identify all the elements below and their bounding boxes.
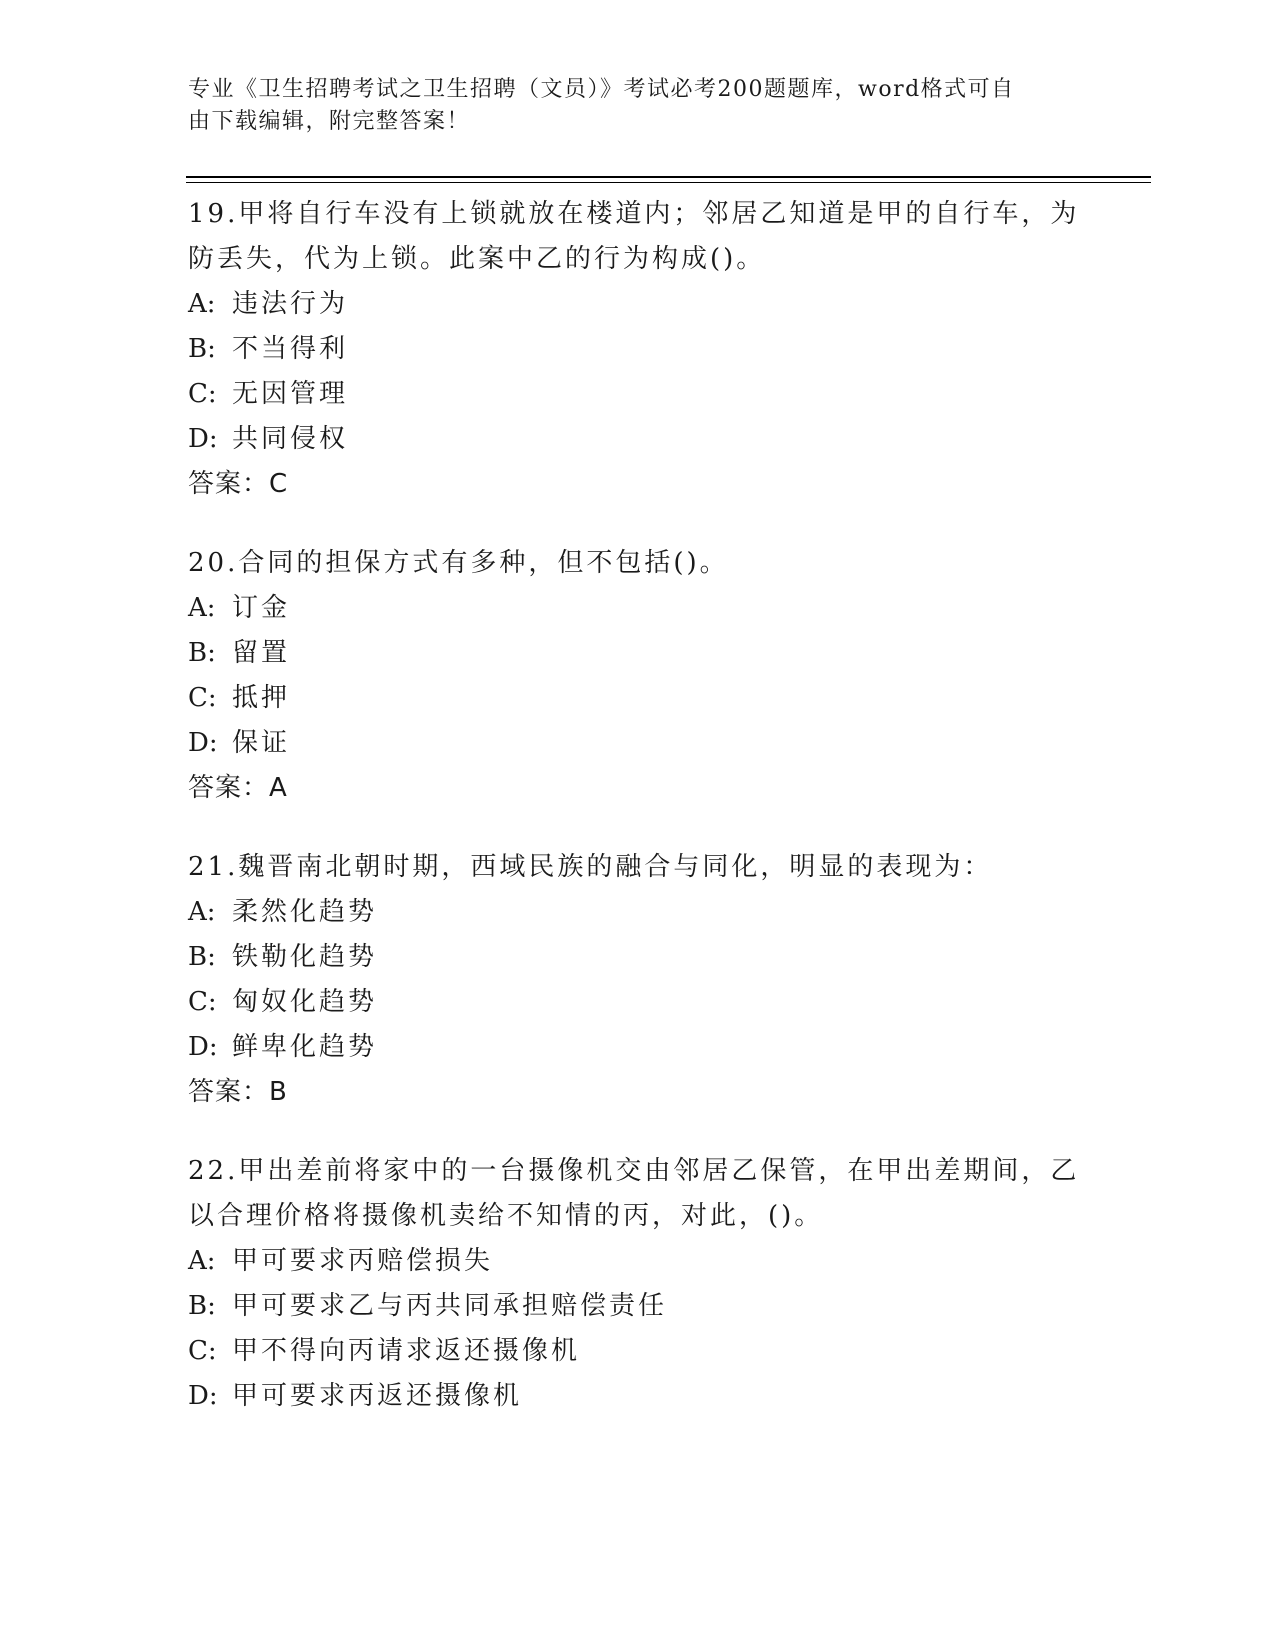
document-header	[188, 74, 1088, 138]
answer-line: 答案：C	[188, 469, 289, 499]
question-22	[188, 1149, 1088, 1419]
option-letter: D:	[188, 728, 218, 758]
option-text: 柔然化趋势	[232, 897, 378, 927]
option-text: 甲可要求乙与丙共同承担赔偿责任	[232, 1291, 668, 1321]
question-stem	[188, 541, 1088, 586]
option-a	[188, 282, 1088, 327]
header-divider-thin	[186, 182, 1151, 183]
option-c	[188, 1329, 1088, 1374]
option-letter: A:	[188, 897, 216, 927]
option-text: 甲可要求丙返还摄像机	[232, 1381, 523, 1411]
option-b	[188, 1284, 1088, 1329]
option-d	[188, 417, 1088, 462]
answer-line: 答案：B	[188, 1077, 288, 1107]
question-20	[188, 541, 1088, 811]
option-b	[188, 327, 1088, 372]
option-a	[188, 586, 1088, 631]
option-c	[188, 372, 1088, 417]
question-21	[188, 845, 1088, 1115]
option-d	[188, 1374, 1088, 1419]
stem-line: 19.甲将自行车没有上锁就放在楼道内；邻居乙知道是甲的自行车，为	[188, 199, 1080, 229]
answer-line: 答案：A	[188, 773, 288, 803]
option-letter: C:	[188, 683, 217, 713]
option-text: 不当得利	[232, 334, 349, 364]
option-letter: B:	[188, 334, 216, 364]
option-text: 鲜卑化趋势	[232, 1032, 378, 1062]
header-divider-thick	[186, 176, 1151, 178]
option-letter: D:	[188, 1032, 218, 1062]
option-letter: B:	[188, 638, 216, 668]
option-b	[188, 935, 1088, 980]
option-letter: C:	[188, 1336, 217, 1366]
question-stem	[188, 845, 1088, 890]
option-text: 抵押	[232, 683, 291, 713]
option-text: 订金	[232, 593, 291, 623]
option-text: 甲可要求丙赔偿损失	[232, 1246, 494, 1276]
option-letter: A:	[188, 1246, 216, 1276]
option-text: 匈奴化趋势	[232, 987, 378, 1017]
question-19	[188, 192, 1088, 507]
option-letter: B:	[188, 942, 216, 972]
option-text: 违法行为	[232, 289, 349, 319]
option-c	[188, 676, 1088, 721]
stem-line: 防丢失，代为上锁。此案中乙的行为构成()。	[188, 244, 766, 274]
question-stem	[188, 1149, 1088, 1239]
option-text: 铁勒化趋势	[232, 942, 378, 972]
option-text: 留置	[232, 638, 291, 668]
option-b	[188, 631, 1088, 676]
option-d	[188, 721, 1088, 766]
option-a	[188, 890, 1088, 935]
option-a	[188, 1239, 1088, 1284]
stem-line: 21.魏晋南北朝时期，西域民族的融合与同化，明显的表现为：	[188, 852, 993, 882]
option-text: 保证	[232, 728, 291, 758]
option-letter: A:	[188, 593, 216, 623]
option-text: 共同侵权	[232, 424, 349, 454]
option-letter: C:	[188, 987, 217, 1017]
option-text: 甲不得向丙请求返还摄像机	[232, 1336, 581, 1366]
option-letter: A:	[188, 289, 216, 319]
option-text: 无因管理	[232, 379, 349, 409]
question-stem	[188, 192, 1088, 282]
question-list	[188, 192, 1088, 1453]
option-letter: D:	[188, 1381, 218, 1411]
stem-line: 以合理价格将摄像机卖给不知情的丙，对此，()。	[188, 1201, 824, 1231]
option-d	[188, 1025, 1088, 1070]
stem-line: 22.甲出差前将家中的一台摄像机交由邻居乙保管，在甲出差期间，乙	[188, 1156, 1080, 1186]
option-letter: C:	[188, 379, 217, 409]
header-line-2: 由下载编辑，附完整答案！	[188, 109, 471, 134]
stem-line: 20.合同的担保方式有多种，但不包括()。	[188, 548, 729, 578]
option-c	[188, 980, 1088, 1025]
header-line-1: 专业《卫生招聘考试之卫生招聘（文员）》考试必考200题题库，word格式可自	[188, 77, 1015, 102]
option-letter: B:	[188, 1291, 216, 1321]
option-letter: D:	[188, 424, 218, 454]
